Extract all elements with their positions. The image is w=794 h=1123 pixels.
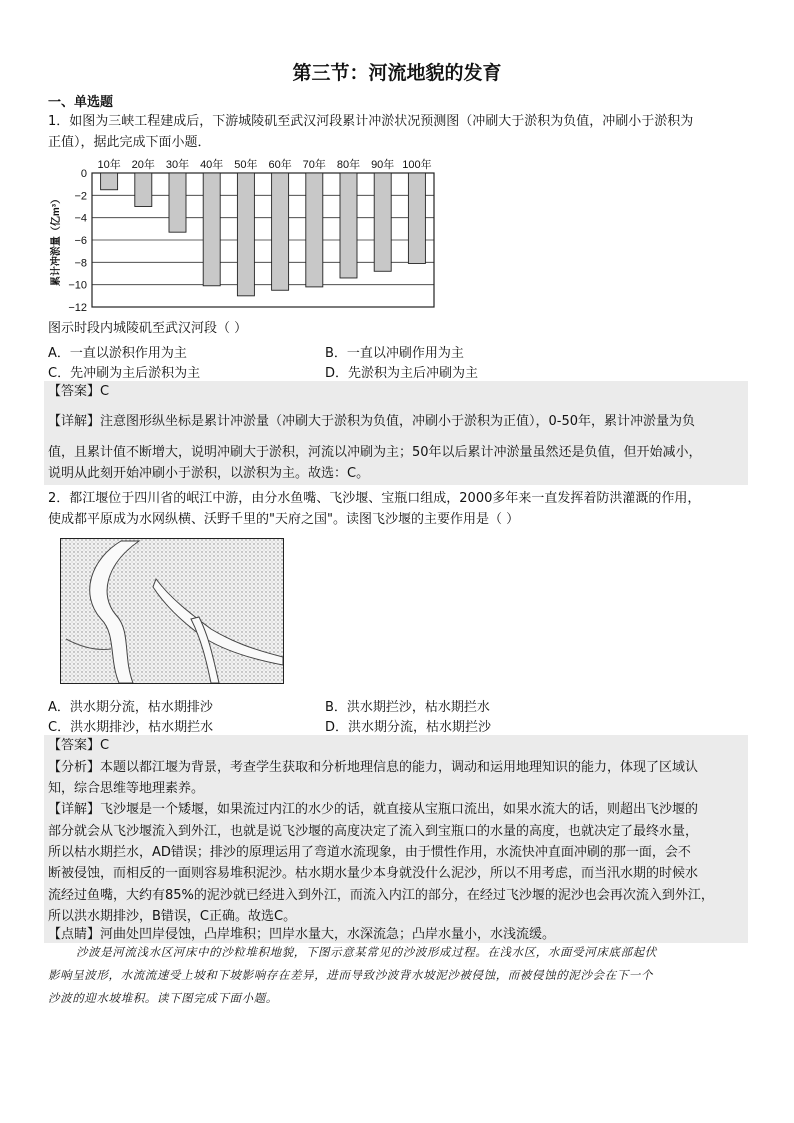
q1-option-a[interactable]: A．一直以淤积作用为主 <box>48 346 187 361</box>
chart-ylabel: 累计冲淤量（亿m³） <box>51 193 62 287</box>
chart-category-label: 20年 <box>131 159 155 171</box>
q1-stem-line2: 正值），据此完成下面小题． <box>48 135 211 150</box>
feishayan-map-image <box>60 538 284 684</box>
chart-bar <box>203 173 220 286</box>
passage-line1: 沙波是河流浅水区河床中的沙粒堆积地貌，下图示意某常见的沙波形成过程。在浅水区，水面受河床底部起伏 <box>76 945 657 959</box>
q1-option-c[interactable]: C．先冲刷为主后淤积为主 <box>48 366 201 381</box>
chart-category-label: 90年 <box>371 159 395 171</box>
passage-line3: 沙波的迎水坡堆积。读下图完成下面小题。 <box>48 991 278 1005</box>
chart-ytick-label: −2 <box>74 190 87 203</box>
q2-detail-line3: 所以枯水期拦水，AD错误；排沙的原理运用了弯道水流现象，由于惯性作用，水流快冲直面冲刷的那一面，会不 <box>48 845 691 860</box>
q2-detail-line4: 断被侵蚀，而相反的一面则容易堆积泥沙。枯水期水量少本身就没什么泥沙，所以不用考虑，而当汛水期的时候水 <box>48 866 699 881</box>
page-title: 第三节：河流地貌的发育 <box>292 62 502 84</box>
chart-ytick-label: −8 <box>74 257 87 270</box>
chart-ytick-label: −6 <box>74 235 87 247</box>
q2-detail-line6: 所以洪水期排沙，B错误，C正确。故选C。 <box>48 909 297 924</box>
chart-bar <box>340 173 357 278</box>
chart-bar <box>408 173 425 263</box>
q2-stem-line1: 2．都江堰位于四川省的岷江中游，由分水鱼嘴、飞沙堰、宝瓶口组成，2000多年来一直发挥着防洪灌溉的作用， <box>48 491 701 506</box>
q2-detail-line2: 部分就会从飞沙堰流入到外江，也就是说飞沙堰的高度决定了流入到宝瓶口的水量的高度，也就决定了最终水量， <box>48 824 699 839</box>
chart-category-label: 70年 <box>302 159 326 171</box>
q1-detail-line3: 说明从此刻开始冲刷小于淤积，以淤积为主。故选：C。 <box>48 466 370 481</box>
chart-category-label: 40年 <box>200 159 224 171</box>
chart-ytick-label: 0 <box>80 168 87 180</box>
cumulative-erosion-chart <box>48 155 440 315</box>
q1-detail-line1: 【详解】注意图形纵坐标是累计冲淤量（冲刷大于淤积为负值，冲刷小于淤积为正值），0-50年，累计冲淤量为负 <box>48 414 696 429</box>
q2-stem-line2: 使成都平原成为水网纵横、沃野千里的"天府之国"。读图飞沙堰的主要作用是（ ） <box>48 512 520 527</box>
chart-category-label: 10年 <box>97 159 121 171</box>
chart-category-label: 80年 <box>336 159 361 171</box>
q1-stem-line1: 1．如图为三峡工程建成后，下游城陵矶至武汉河段累计冲淤状况预测图（冲刷大于淤积为负值，冲刷小于淤积为 <box>48 114 694 129</box>
chart-bar <box>306 173 323 287</box>
chart-bar <box>237 173 254 296</box>
chart-bar <box>101 173 118 190</box>
chart-category-label: 100年 <box>402 159 432 171</box>
q1-question: 图示时段内城陵矶至武汉河段（ ） <box>48 321 248 336</box>
chart-bar <box>169 173 186 232</box>
chart-category-label: 30年 <box>165 159 190 171</box>
q2-analysis-line2: 知，综合思维等地理素养。 <box>48 781 205 796</box>
chart-bar <box>374 173 391 271</box>
q2-option-c[interactable]: C．洪水期排沙，枯水期拦水 <box>48 720 214 735</box>
q2-analysis-line1: 【分析】本题以都江堰为背景，考查学生获取和分析地理信息的能力，调动和运用地理知识的能力，体现了区域认 <box>48 760 699 775</box>
chart-category-label: 60年 <box>268 159 292 171</box>
q2-tip: 【点睛】河曲处凹岸侵蚀，凸岸堆积；凹岸水量大，水深流急；凸岸水量小，水浅流缓。 <box>48 927 556 942</box>
q1-option-d[interactable]: D．先淤积为主后冲刷为主 <box>325 366 479 381</box>
chart-ytick-label: −12 <box>68 302 87 314</box>
chart-ytick-label: −10 <box>68 279 87 292</box>
feishayan-map-drawing <box>61 539 283 683</box>
section-heading: 一、单选题 <box>48 95 114 110</box>
chart-bar <box>135 173 152 207</box>
q1-answer: 【答案】C <box>48 384 110 399</box>
q2-option-a[interactable]: A．洪水期分流，枯水期排沙 <box>48 700 213 715</box>
chart-bar <box>272 173 289 290</box>
q1-detail-line2: 值，且累计值不断增大，说明冲刷大于淤积，河流以冲刷为主；50年以后累计冲淤量虽然还是负值，但开始减小， <box>48 445 702 460</box>
passage-line2: 影响呈波形，水流流速受上坡和下坡影响存在差异，进而导致沙波背水坡泥沙被侵蚀，而被侵蚀的泥沙会在下一个 <box>48 968 653 982</box>
q2-option-d[interactable]: D．洪水期分流，枯水期拦沙 <box>325 720 492 735</box>
q2-answer: 【答案】C <box>48 738 110 753</box>
chart-ytick-label: −4 <box>74 212 87 225</box>
q2-option-b[interactable]: B．洪水期拦沙，枯水期拦水 <box>325 700 490 715</box>
q2-detail-line1: 【详解】飞沙堰是一个矮堰，如果流过内江的水少的话，就直接从宝瓶口流出，如果水流大的话，则超出飞沙堰的 <box>48 802 699 817</box>
q1-answer-block <box>44 381 748 485</box>
chart-category-label: 50年 <box>234 159 258 171</box>
chart-svg <box>48 155 440 315</box>
q1-option-b[interactable]: B．一直以冲刷作用为主 <box>325 346 464 361</box>
q2-detail-line5: 流经过鱼嘴，大约有85%的泥沙就已经进入到外江，而流入内江的部分，在经过飞沙堰的泥沙也会再次流入到外江， <box>48 888 714 903</box>
q2-answer-block <box>44 735 748 943</box>
